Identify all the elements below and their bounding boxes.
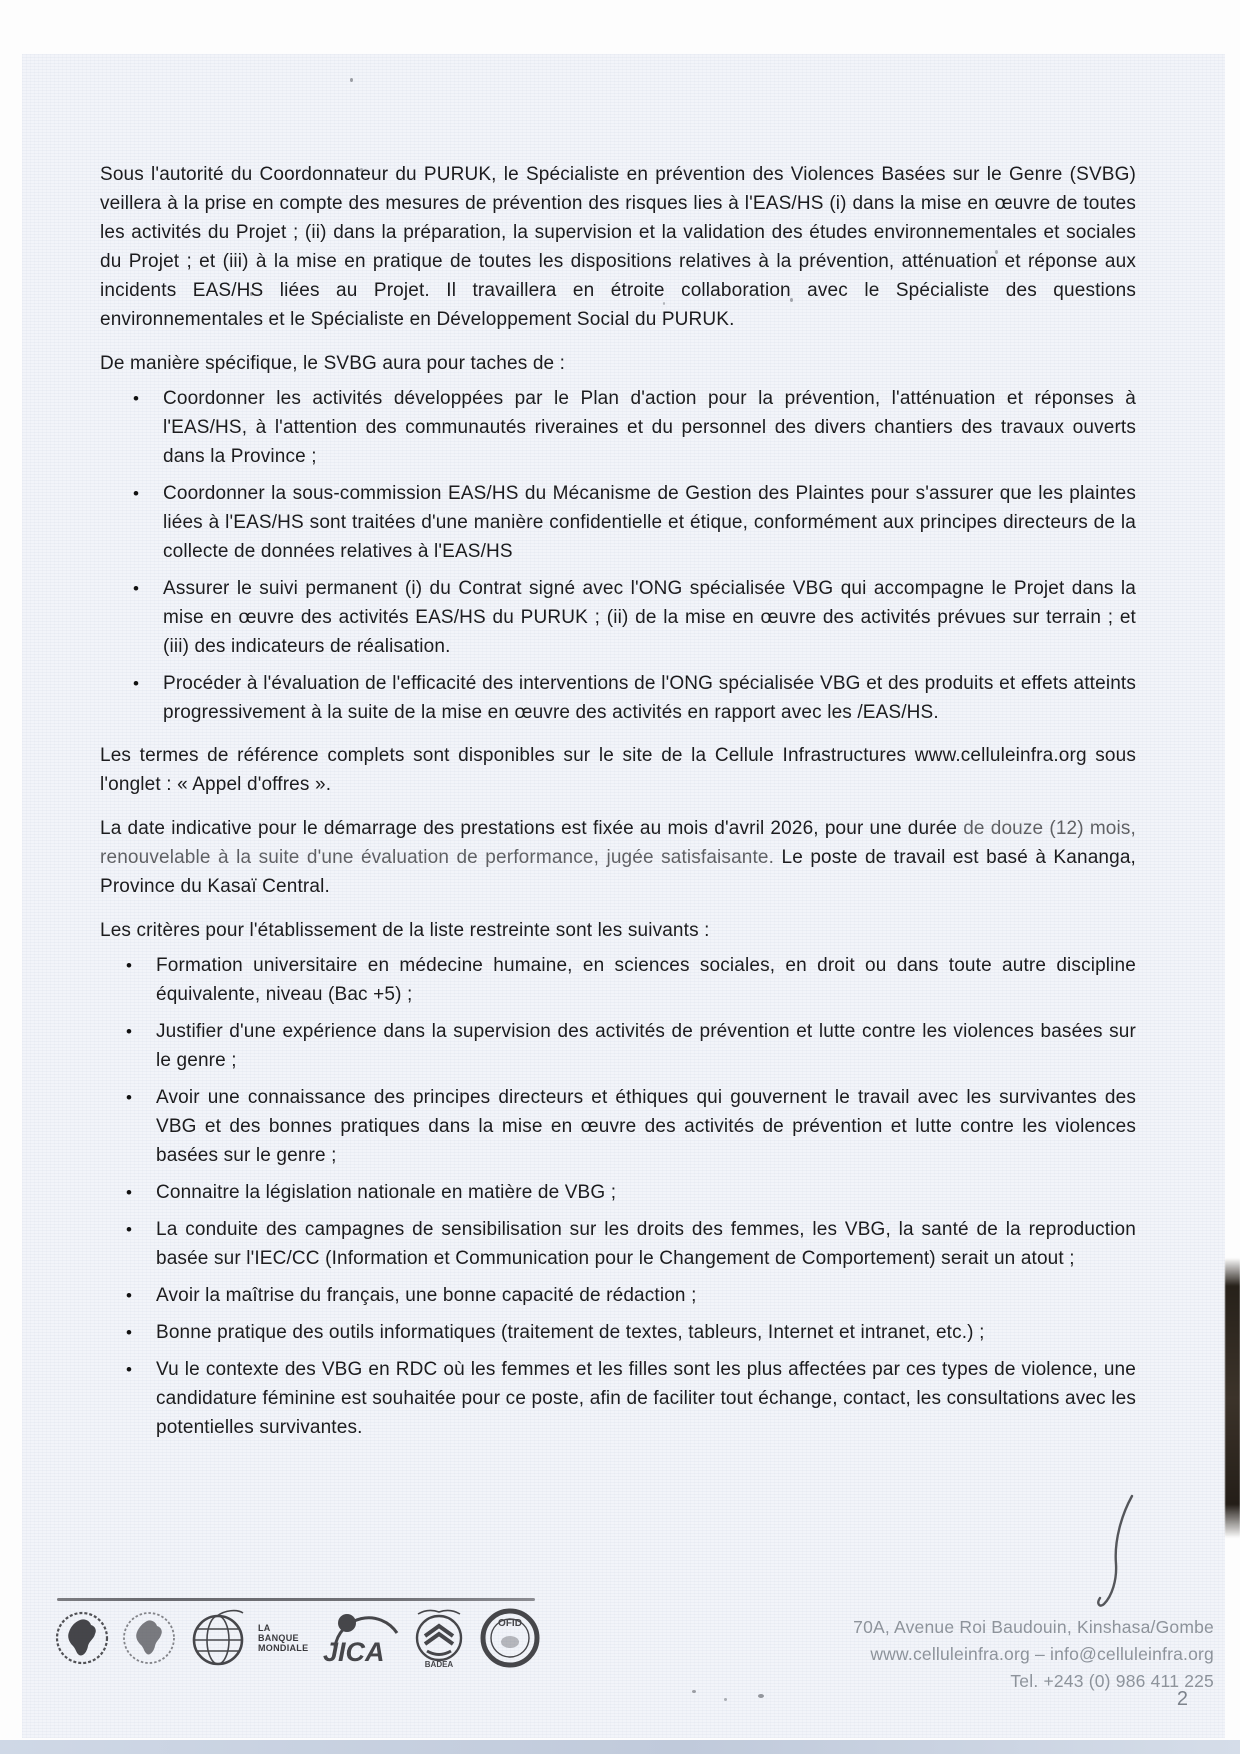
criterion-text: Vu le contexte des VBG en RDC où les femmes et les filles sont les plus affectées par ces types de violence, une candidature féminine est souhaitée pour ce poste, afin de faciliter tout échange, contact, les consultations avec les potentielles survivantes. — [156, 1359, 1136, 1438]
afdb-logo-light-icon — [120, 1608, 178, 1668]
task-text: Procéder à l'évaluation de l'efficacité des interventions de l'ONG spécialisée VBG et des produits et effets atteints progressivement à la suite de la mise en œuvre des activités en rapport avec les /EAS/HS. — [163, 673, 1136, 723]
list-item — [100, 951, 1136, 1009]
list-item — [100, 1083, 1136, 1170]
afdb-logo-icon — [53, 1608, 111, 1668]
world-bank-logo-icon — [187, 1607, 249, 1669]
criterion-text: Avoir une connaissance des principes directeurs et éthiques qui gouvernent le travail avec les survivantes des VBG et des bonnes pratiques dans la mise en œuvre des activités de prévention et lutte contre les violences basées sur le genre ; — [156, 1087, 1136, 1166]
list-item — [100, 384, 1136, 471]
footer-address-block — [654, 1614, 1214, 1695]
badea-logo-text: BADEA — [425, 1660, 454, 1669]
criterion-text: Connaitre la législation nationale en matière de VBG ; — [156, 1182, 617, 1203]
list-item — [100, 574, 1136, 661]
footer-divider — [57, 1598, 535, 1601]
list-item — [100, 1017, 1136, 1075]
ofid-logo-text: OFID — [498, 1618, 523, 1629]
bullet-icon: • — [126, 1360, 133, 1379]
bullet-icon: • — [133, 389, 140, 408]
criterion-text: La conduite des campagnes de sensibilisation sur les droits des femmes, les VBG, la santé de la reproduction basée sur l'IEC/CC (Information et Communication pour le Changement de Comportement) serait un atout ; — [156, 1219, 1136, 1269]
list-item — [100, 1318, 1136, 1347]
list-item — [100, 1355, 1136, 1442]
paragraph-role-description: Sous l'autorité du Coordonnateur du PURUK, le Spécialiste en prévention des Violences Basées sur le Genre (SVBG) veillera à la prise en compte des mesures de prévention des risques lies à l'EAS/HS (i) dans la mise en œuvre de toutes les activités du Projet ; (ii) dans la préparation, la supervision et la validation des études environnementales et sociales du Projet ; et (iii) à la mise en pratique de toutes les dispositions relatives à la prévention, atténuation et réponse aux incidents EAS/HS liées au Projet. Il travaillera en étroite collaboration avec le Spécialiste des questions environnementales et le Spécialiste en Développement Social du PURUK. — [100, 164, 1136, 330]
jica-logo-icon — [317, 1607, 401, 1669]
list-item — [100, 479, 1136, 566]
scan-speckle — [724, 1698, 727, 1701]
bullet-icon: • — [126, 1183, 133, 1202]
start-date-text: La date indicative pour le démarrage des prestations est fixée au mois d'avril 2026, pour une durée — [100, 818, 958, 839]
badea-logo-icon — [410, 1606, 468, 1670]
criterion-text: Bonne pratique des outils informatiques (traitement de textes, tableurs, Internet et intranet, etc.) ; — [156, 1322, 985, 1343]
handwritten-pen-mark — [1092, 1492, 1144, 1618]
scan-speckle — [350, 78, 353, 82]
bullet-icon: • — [133, 484, 140, 503]
paragraph-start-date — [100, 814, 1136, 901]
criterion-text: Justifier d'une expérience dans la supervision des activités de prévention et lutte contre les violences basées sur le genre ; — [156, 1021, 1136, 1071]
criterion-text: Avoir la maîtrise du français, une bonne capacité de rédaction ; — [156, 1285, 697, 1306]
footer-web-line: www.celluleinfra.org – info@celluleinfra.org — [870, 1644, 1214, 1664]
list-item — [100, 1215, 1136, 1273]
tasks-intro: De manière spécifique, le SVBG aura pour taches de : — [100, 353, 566, 374]
bullet-icon: • — [126, 1088, 133, 1107]
world-bank-label-line1: LA BANQUE — [258, 1623, 299, 1643]
list-item — [100, 669, 1136, 727]
bullet-icon: • — [126, 1323, 133, 1342]
task-text: Coordonner les activités développées par le Plan d'action pour la prévention, l'atténuation et réponses à l'EAS/HS, à l'attention des communautés riveraines et du personnel des divers chantiers des travaux ouverts dans la Province ; — [163, 388, 1136, 467]
jica-logo-text: JICA — [323, 1637, 385, 1667]
task-text: Assurer le suivi permanent (i) du Contrat signé avec l'ONG spécialisée VBG qui accompagne le Projet dans la mise en œuvre des activités EAS/HS du PURUK ; (ii) de la mise en œuvre des activités prévues sur terrain ; et (iii) des indicateurs de réalisation. — [163, 578, 1136, 657]
document-body — [100, 160, 1136, 1456]
criterion-text: Formation universitaire en médecine humaine, en sciences sociales, en droit ou dans toute autre discipline équivalente, niveau (Bac +5) ; — [156, 955, 1136, 1005]
criteria-intro: Les critères pour l'établissement de la liste restreinte sont les suivants : — [100, 920, 710, 941]
page-number: 2 — [1176, 1688, 1188, 1710]
world-bank-label-line2: MONDIALE — [258, 1643, 309, 1653]
bullet-icon: • — [133, 579, 140, 598]
bullet-icon: • — [126, 1022, 133, 1041]
bullet-icon: • — [133, 674, 140, 693]
footer-tel-line: Tel. +243 (0) 986 411 225 — [1010, 1671, 1214, 1691]
bullet-icon: • — [126, 956, 133, 975]
world-bank-logo-label — [258, 1623, 308, 1653]
start-date-faded-text: de douze (12) mois, renouvelable à la suite d'une évaluation de performance, jugée satisfaisante. — [100, 818, 1136, 868]
criteria-list — [100, 951, 1136, 1442]
task-text: Coordonner la sous-commission EAS/HS du Mécanisme de Gestion des Plaintes pour s'assurer que les plaintes liées à l'EAS/HS sont traitées d'une manière confidentielle et étique, conformément aux principes directeurs de la collecte de données relatives à l'EAS/HS — [163, 483, 1136, 562]
scan-bottom-edge — [0, 1740, 1240, 1754]
footer-address-line: 70A, Avenue Roi Baudouin, Kinshasa/Gombe — [853, 1617, 1214, 1637]
partner-logos — [53, 1604, 533, 1672]
bullet-icon: • — [126, 1220, 133, 1239]
list-item — [100, 1281, 1136, 1310]
ofid-logo-icon — [477, 1606, 543, 1670]
duty-station-text: Le poste de travail est basé à Kananga, Province du Kasaï Central. — [100, 847, 1136, 897]
scan-edge-shadow — [1225, 1258, 1240, 1538]
list-item — [100, 1178, 1136, 1207]
tasks-list — [100, 384, 1136, 727]
bullet-icon: • — [126, 1286, 133, 1305]
paragraph-terms-of-reference: Les termes de référence complets sont disponibles sur le site de la Cellule Infrastructures www.celluleinfra.org sous l'onglet : « Appel d'offres ». — [100, 745, 1136, 795]
